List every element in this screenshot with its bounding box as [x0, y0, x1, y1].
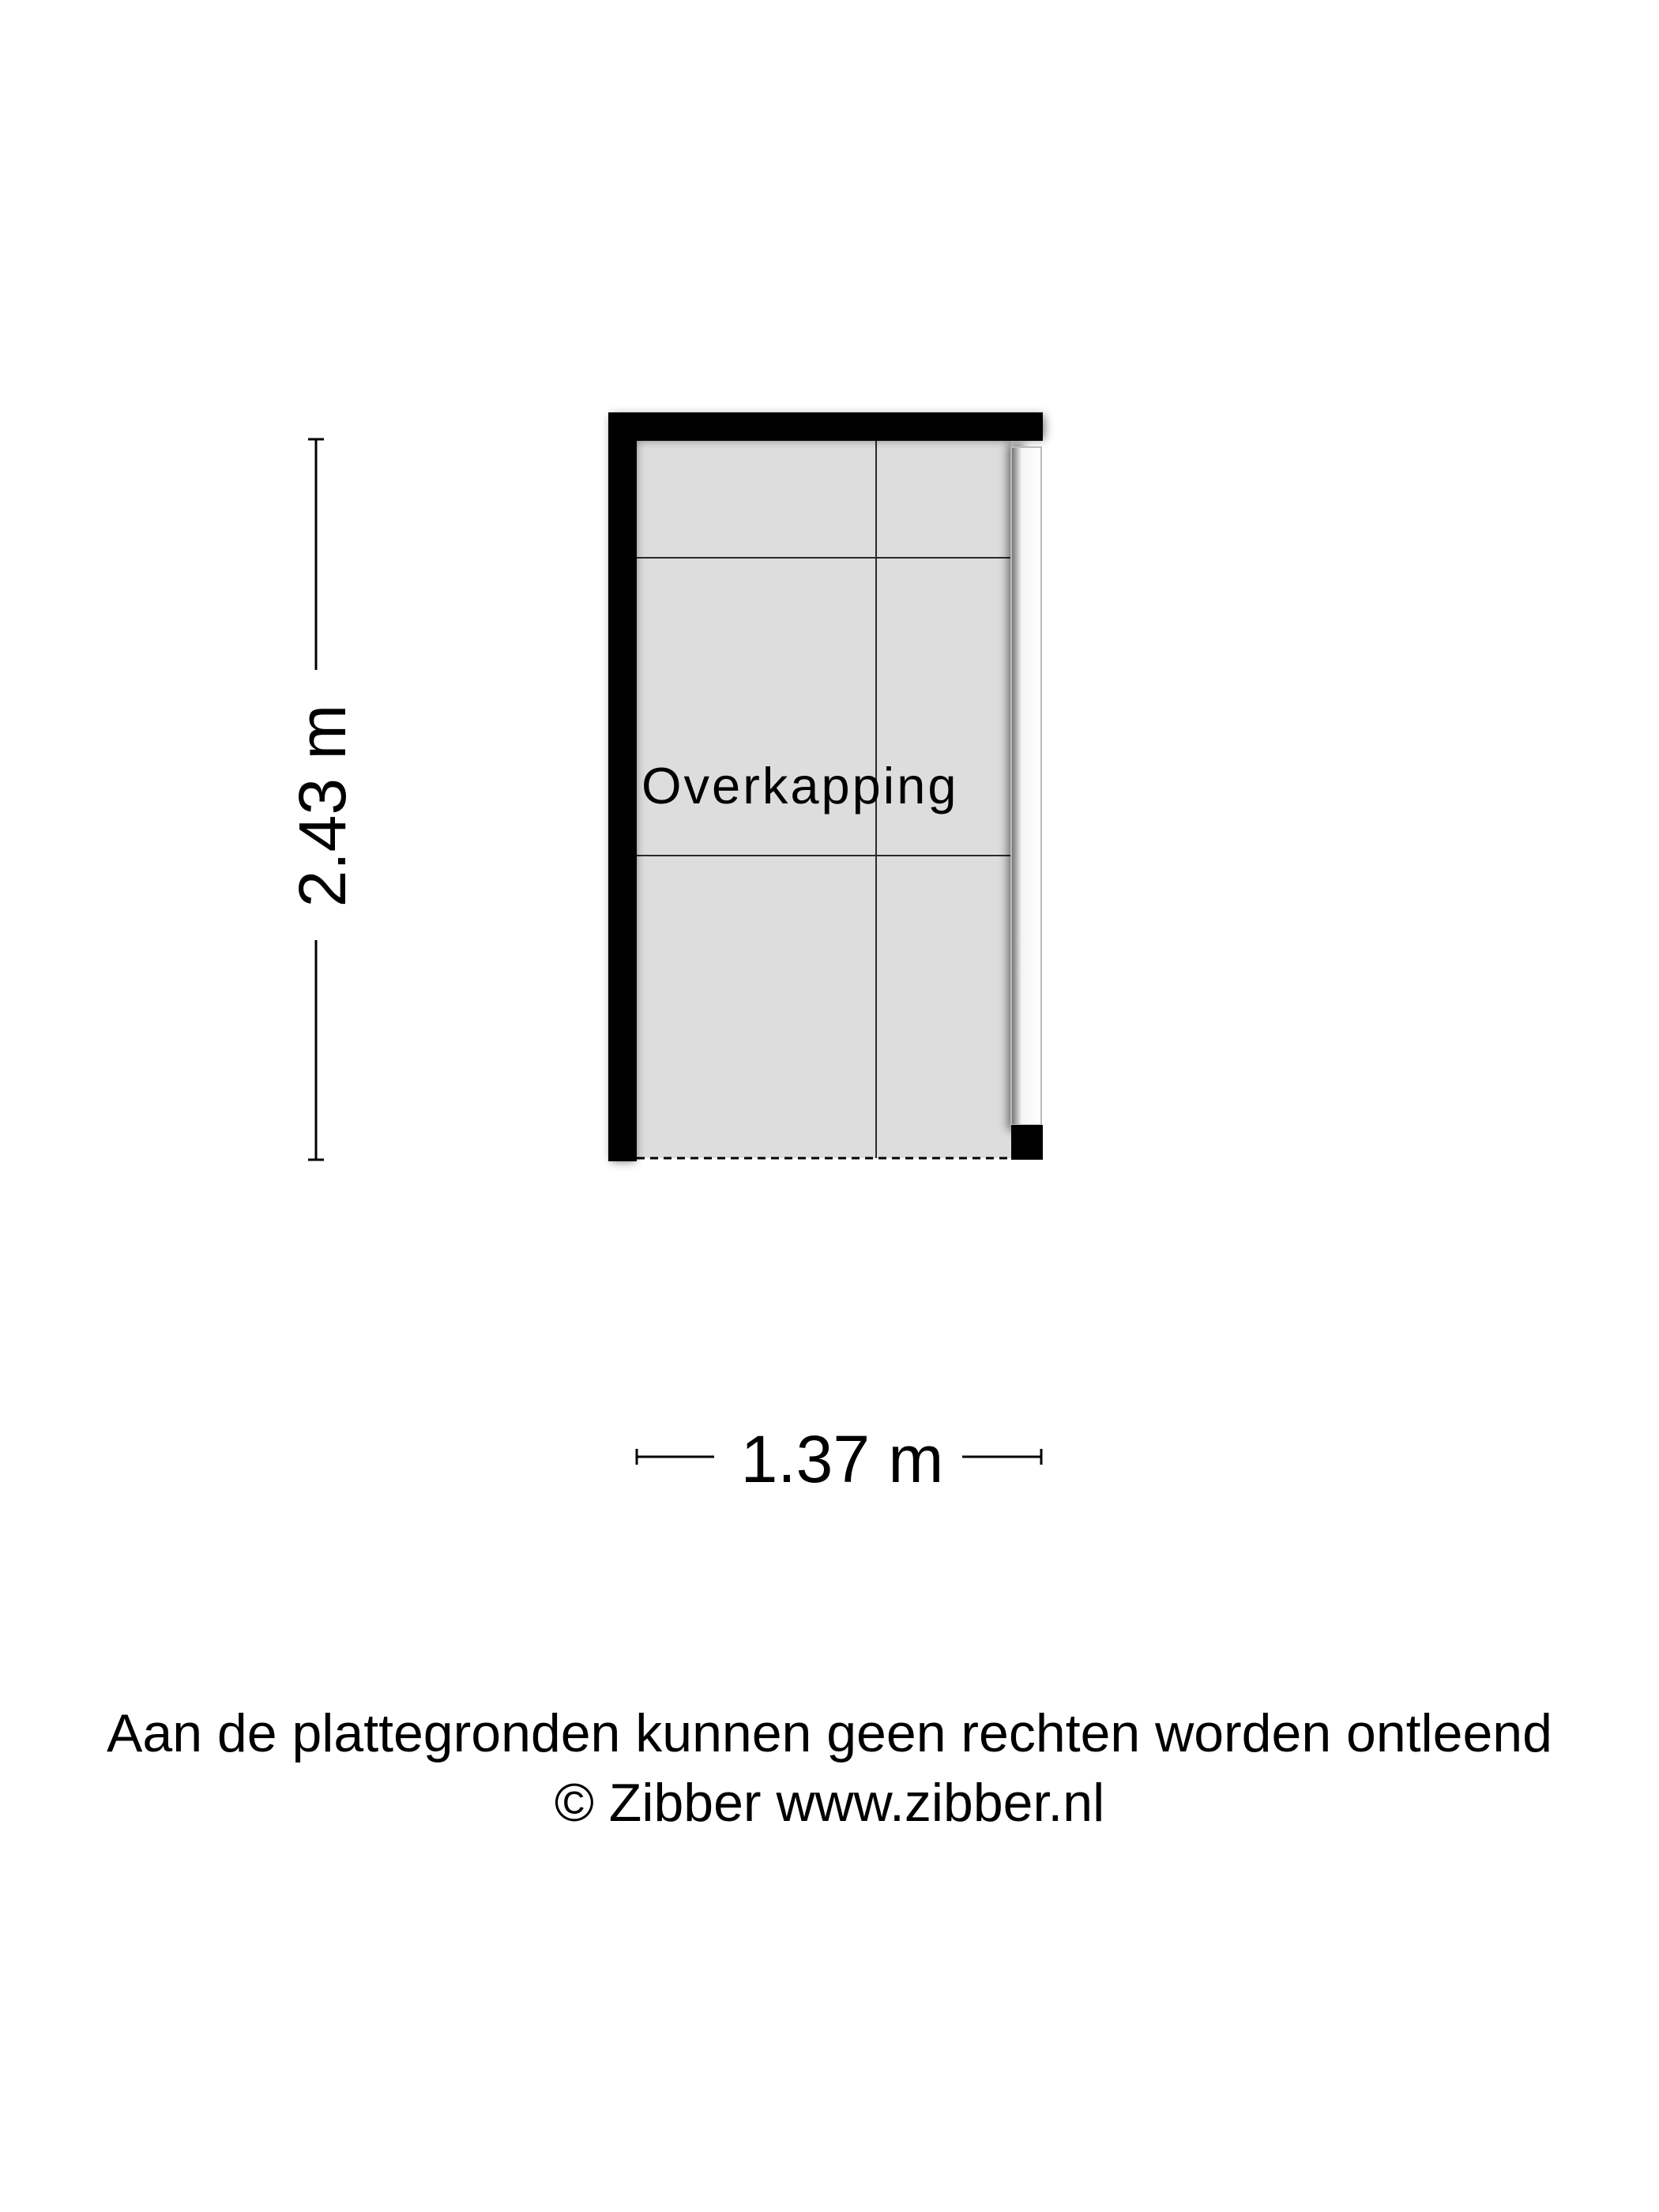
wall-top: [608, 412, 1043, 441]
room-label: Overkapping: [641, 757, 959, 814]
copyright-text: © Zibber www.zibber.nl: [554, 1773, 1105, 1833]
width-dimension-label: 1.37 m: [740, 1422, 944, 1496]
wall-left: [608, 412, 637, 1161]
disclaimer-text: Aan de plattegronden kunnen geen rechten worden ontleend: [107, 1703, 1552, 1763]
glass-panel: [1011, 447, 1041, 1125]
height-dimension-label: 2.43 m: [285, 704, 359, 908]
wall-post: [1011, 1125, 1043, 1160]
